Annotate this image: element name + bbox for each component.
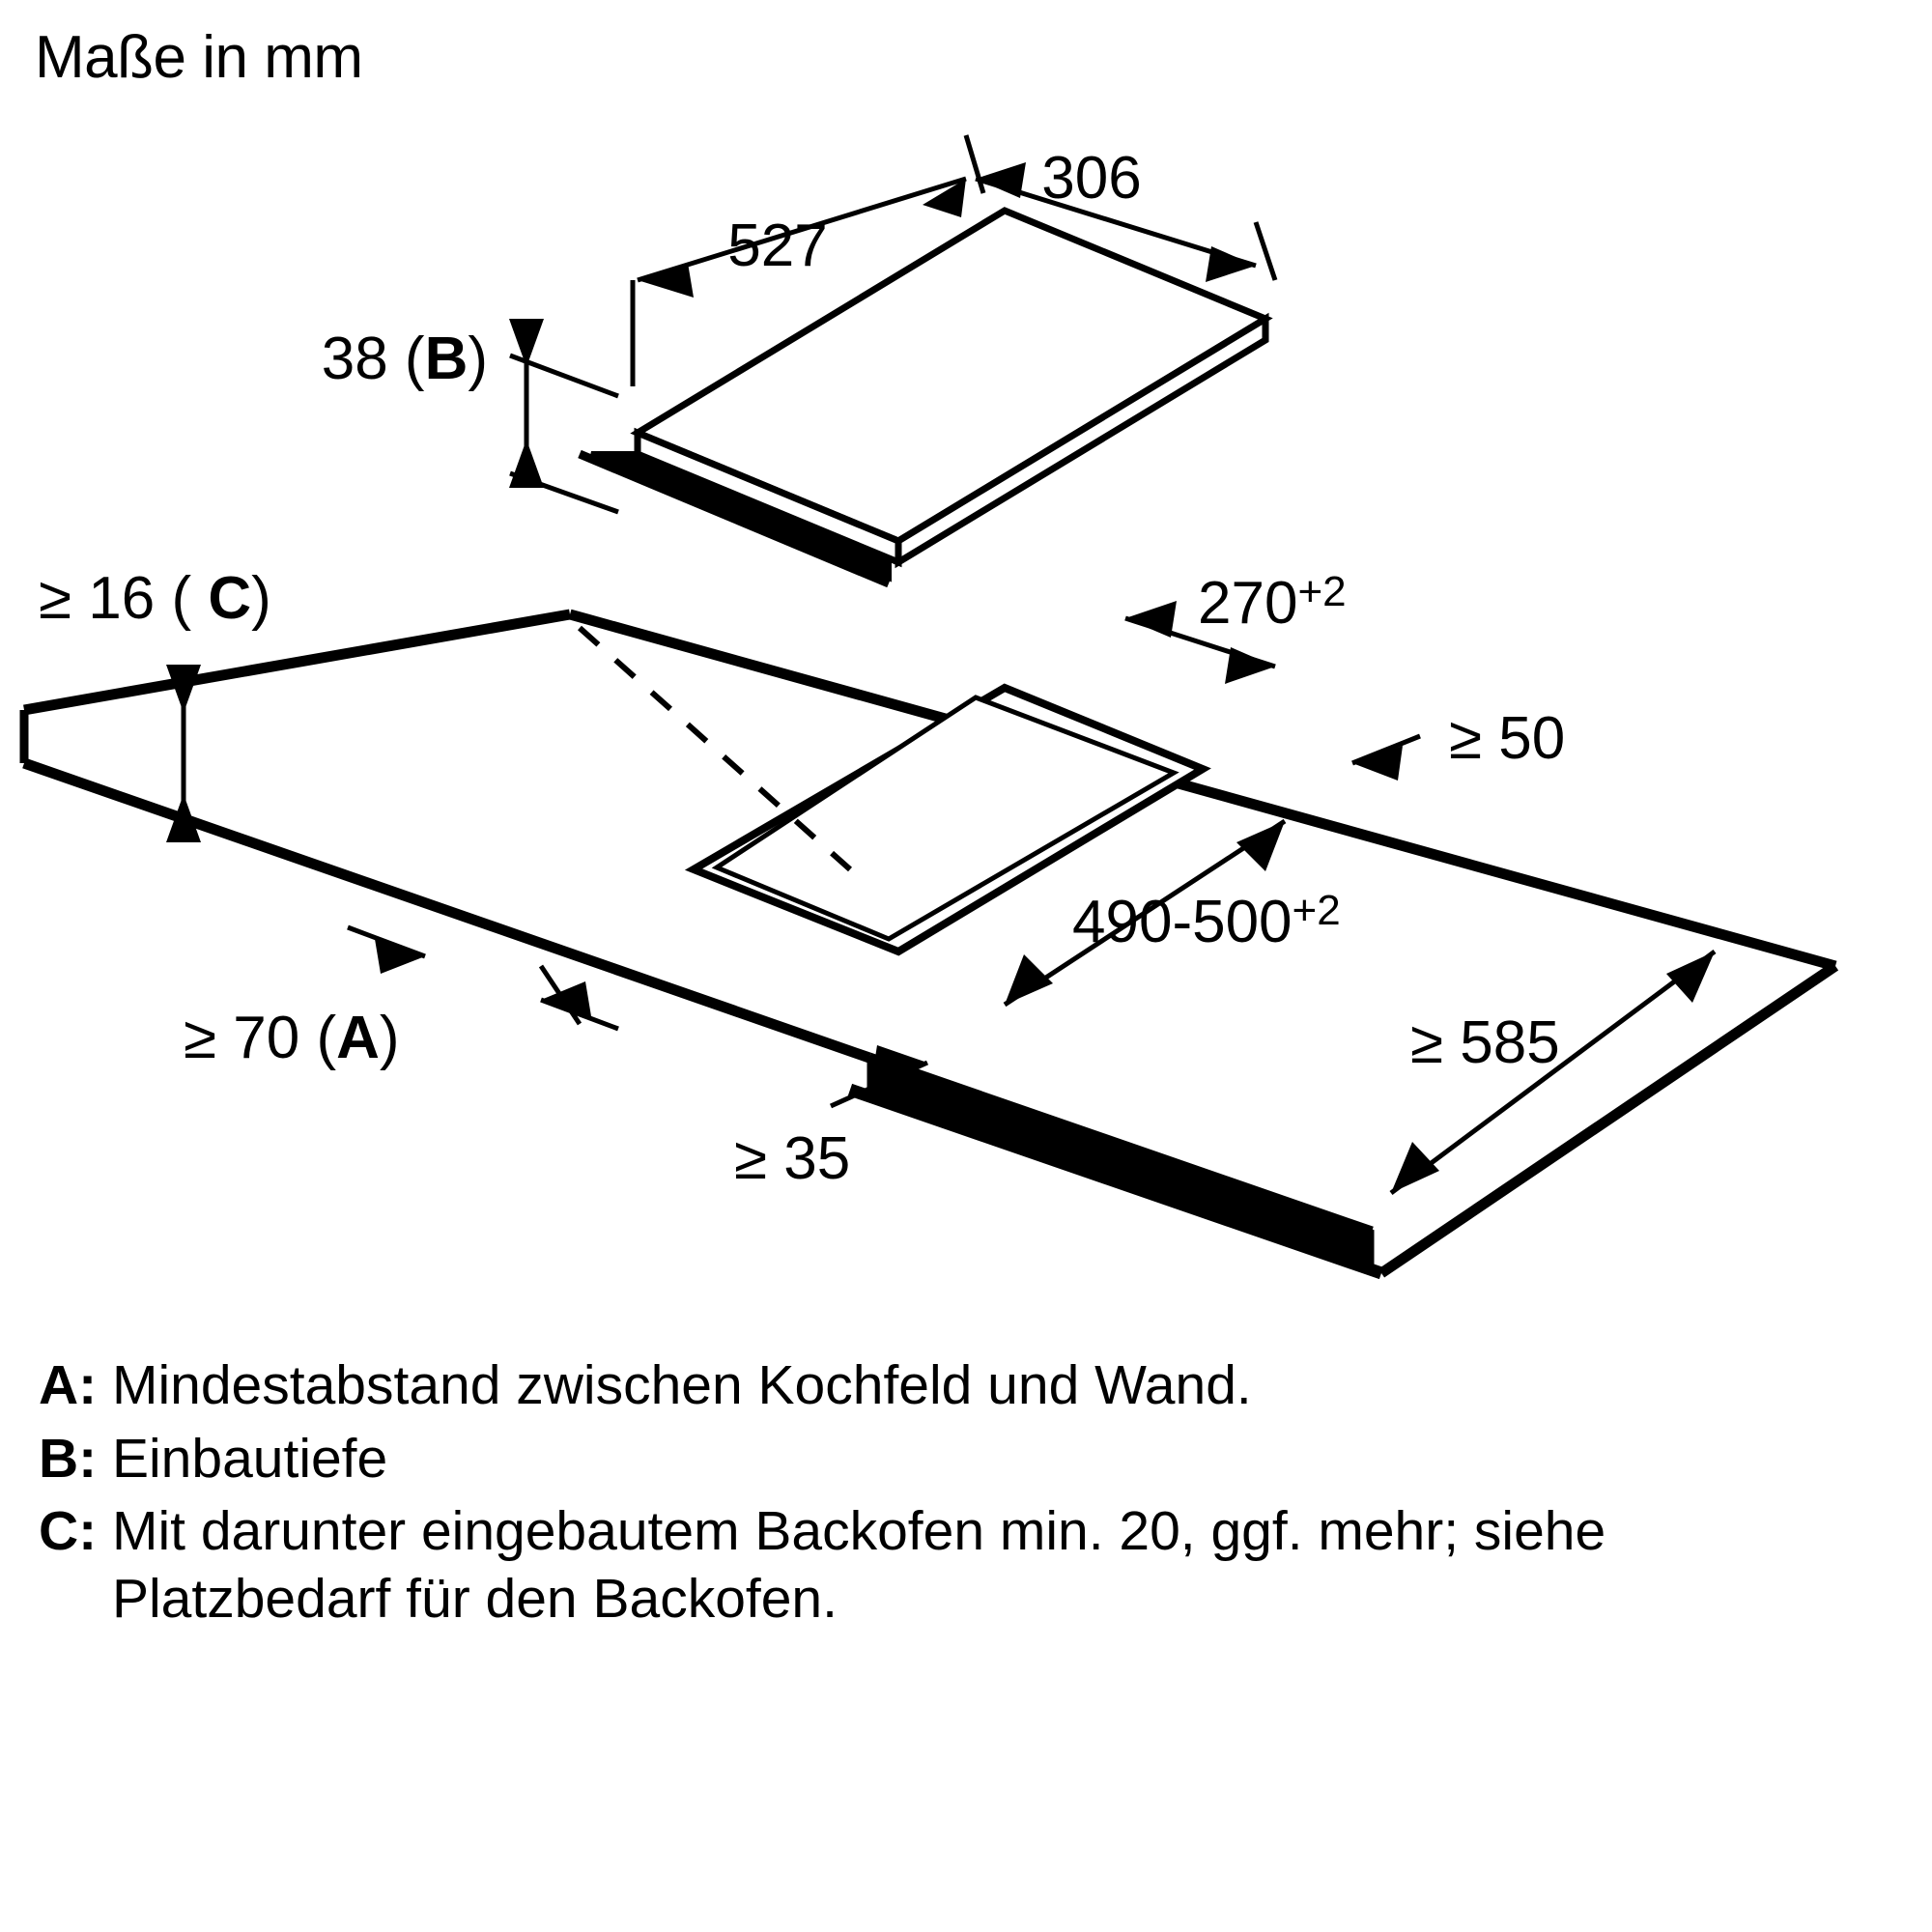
dim-270-arrow-out [1225, 647, 1275, 684]
legend-text-c: Mit darunter eingebautem Backofen min. 20, ggf. mehr; siehe Platzbedarf für den Backofen. [112, 1500, 1606, 1630]
dim-306-ext-left [966, 135, 983, 193]
dim-35-label: ≥ 35 [734, 1125, 851, 1192]
dim-70-label: ≥ 70 (A) [184, 1005, 400, 1071]
dim-306-label: 306 [1041, 145, 1142, 212]
dim-38-label: 38 (B) [321, 326, 488, 392]
dim-306-ext-right [1256, 222, 1275, 280]
dim-490-arrow-low [1005, 954, 1053, 1005]
worktop-front-edge-bottom [850, 1090, 1381, 1273]
dim-527-arrow-bottom [638, 263, 694, 298]
dim-585-arrow-low [1391, 1142, 1439, 1193]
legend-item-b [39, 1426, 1874, 1493]
legend-item-c [39, 1498, 1874, 1633]
dim-585-arrow-high [1666, 952, 1715, 1003]
legend-key-c: C [39, 1500, 79, 1563]
legend-colon-b: : [78, 1427, 112, 1490]
dim-490-label: $490-500^{+2}$ [1072, 887, 1341, 955]
legend-key-b: B [39, 1427, 79, 1490]
page-title: Maße in mm [35, 24, 363, 91]
dim-70-arrow-upper [375, 939, 425, 974]
dim-585-label: ≥ 585 [1410, 1009, 1560, 1076]
legend-text-b: Einbautiefe [112, 1427, 388, 1490]
legend-colon-a: : [78, 1354, 112, 1416]
dim-16-label: ≥ 16 ( C) [39, 565, 271, 632]
dim-490-value: 490-500 [1072, 889, 1293, 955]
legend [39, 1352, 1874, 1638]
worktop-front-edge-top [869, 1058, 1372, 1232]
dim-38-ext-bottom [510, 473, 618, 512]
dim-270-label: $270^{+2}$ [1198, 568, 1347, 637]
legend-colon-c: : [78, 1500, 112, 1563]
projection-dashed-line [580, 628, 850, 869]
dim-270-arrow-in [1125, 601, 1177, 638]
legend-key-a: A [39, 1354, 79, 1416]
legend-text-a: Mindestabstand zwischen Kochfeld und Wand. [112, 1354, 1252, 1416]
dim-306-arrow-right [1206, 246, 1256, 282]
worktop-front-upper [24, 763, 869, 1058]
dim-50-label: ≥ 50 [1449, 705, 1566, 772]
legend-item-a [39, 1352, 1874, 1420]
dim-490-arrow-high [1236, 821, 1285, 871]
dim-527-label: 527 [727, 213, 828, 279]
dim-270-value: 270 [1198, 570, 1298, 637]
